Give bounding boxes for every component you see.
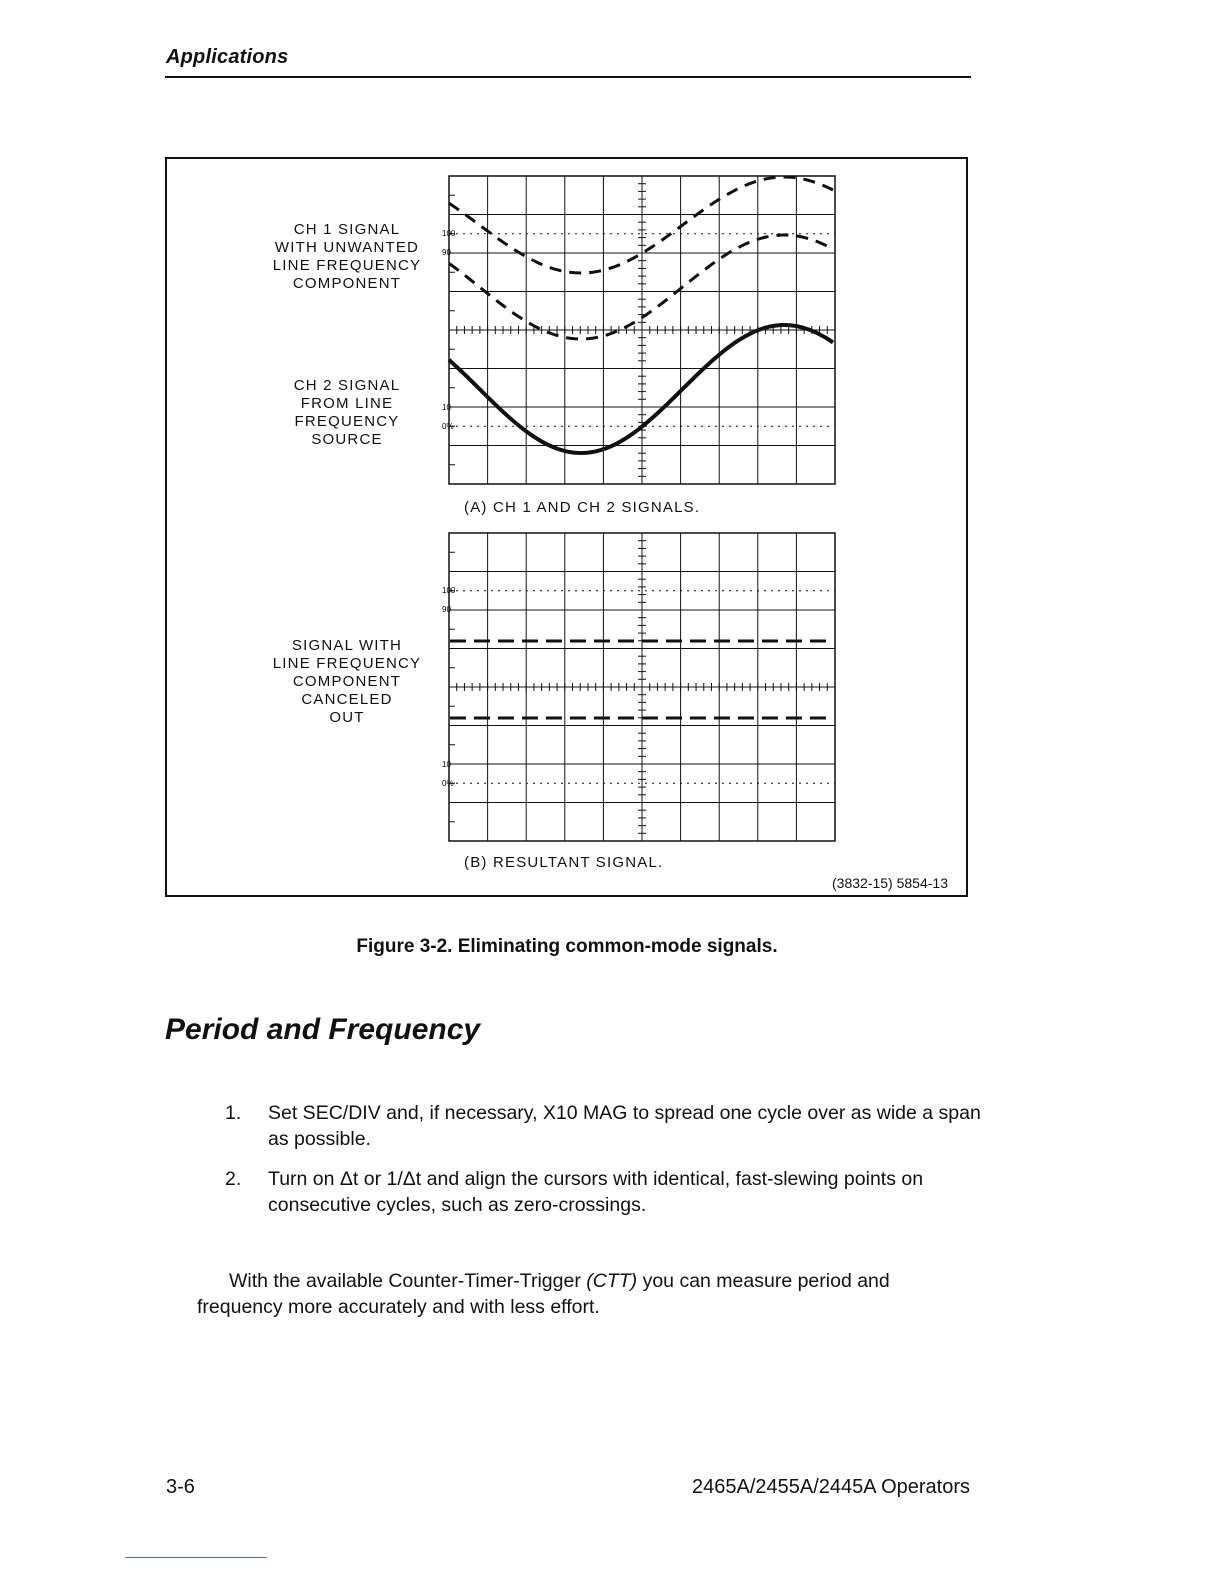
bottom-rule	[125, 1557, 267, 1558]
manual-title: 2465A/2455A/2445A Operators	[692, 1476, 970, 1498]
mark-90: 90	[442, 605, 451, 614]
graticule-a	[442, 175, 836, 485]
ch1-label-line: CH 1 SIGNAL	[293, 221, 401, 238]
ch2-label-line: CH 2 SIGNAL	[293, 377, 401, 394]
mark-100: 100	[442, 586, 456, 595]
result-label-line: CANCELED	[301, 691, 393, 708]
mark-90: 90	[442, 248, 451, 257]
mark-10: 10	[442, 403, 451, 412]
list-item	[225, 1166, 985, 1218]
ch1-label-line: WITH UNWANTED	[274, 239, 420, 256]
ch2-trace	[449, 325, 833, 453]
graticule-b-grid	[449, 533, 835, 841]
result-label-line: LINE FREQUENCY	[272, 655, 422, 672]
caption-b: (B) RESULTANT SIGNAL.	[464, 854, 664, 871]
list-item-text: Turn on Δt or 1/Δt and align the cursors with identical, fast-slewing points on consecutive cycles, such as zero-crossings.	[268, 1168, 924, 1216]
running-header: Applications	[166, 46, 289, 68]
graticule-b	[442, 532, 836, 842]
caption-a: (A) CH 1 AND CH 2 SIGNALS.	[464, 499, 701, 516]
figure-reference-number: (3832-15) 5854-13	[832, 875, 948, 891]
body-paragraph	[197, 1268, 977, 1320]
figure-frame	[165, 157, 968, 897]
mark-0: 0%	[442, 779, 454, 788]
ch2-label-line: FROM LINE	[300, 395, 394, 412]
list-item-text: Set SEC/DIV and, if necessary, X10 MAG to spread one cycle over as wide a span as possible.	[268, 1102, 981, 1150]
ctt-abbreviation: (CTT)	[586, 1270, 638, 1292]
graticule-a-grid	[449, 176, 835, 484]
ch2-signal-label	[262, 377, 432, 449]
resultant-signal-label	[262, 637, 432, 727]
ch1-label-line: COMPONENT	[292, 275, 402, 292]
mark-100: 100	[442, 229, 456, 238]
ch1-signal-label	[262, 221, 432, 293]
list-item-number: 1.	[225, 1102, 242, 1124]
ch2-label-line: SOURCE	[311, 431, 383, 448]
mark-10: 10	[442, 760, 451, 769]
ch1-trace-lower	[449, 235, 833, 339]
paragraph-text: you can measure period and frequency more accurately and with less effort.	[197, 1270, 890, 1318]
ch2-label-line: FREQUENCY	[294, 413, 400, 430]
page-number: 3-6	[166, 1476, 195, 1498]
header-rule	[165, 76, 971, 78]
result-label-line: SIGNAL WITH	[291, 637, 403, 654]
list-item-number: 2.	[225, 1168, 242, 1190]
result-label-line: COMPONENT	[292, 673, 402, 690]
section-heading: Period and Frequency	[165, 1013, 481, 1046]
list-item	[225, 1100, 985, 1152]
result-label-line: OUT	[329, 709, 365, 726]
paragraph-text: With the available Counter-Timer-Trigger	[229, 1270, 587, 1292]
figure-caption: Figure 3-2. Eliminating common-mode signals.	[356, 936, 778, 957]
mark-0: 0%	[442, 422, 454, 431]
ch1-label-line: LINE FREQUENCY	[272, 257, 422, 274]
